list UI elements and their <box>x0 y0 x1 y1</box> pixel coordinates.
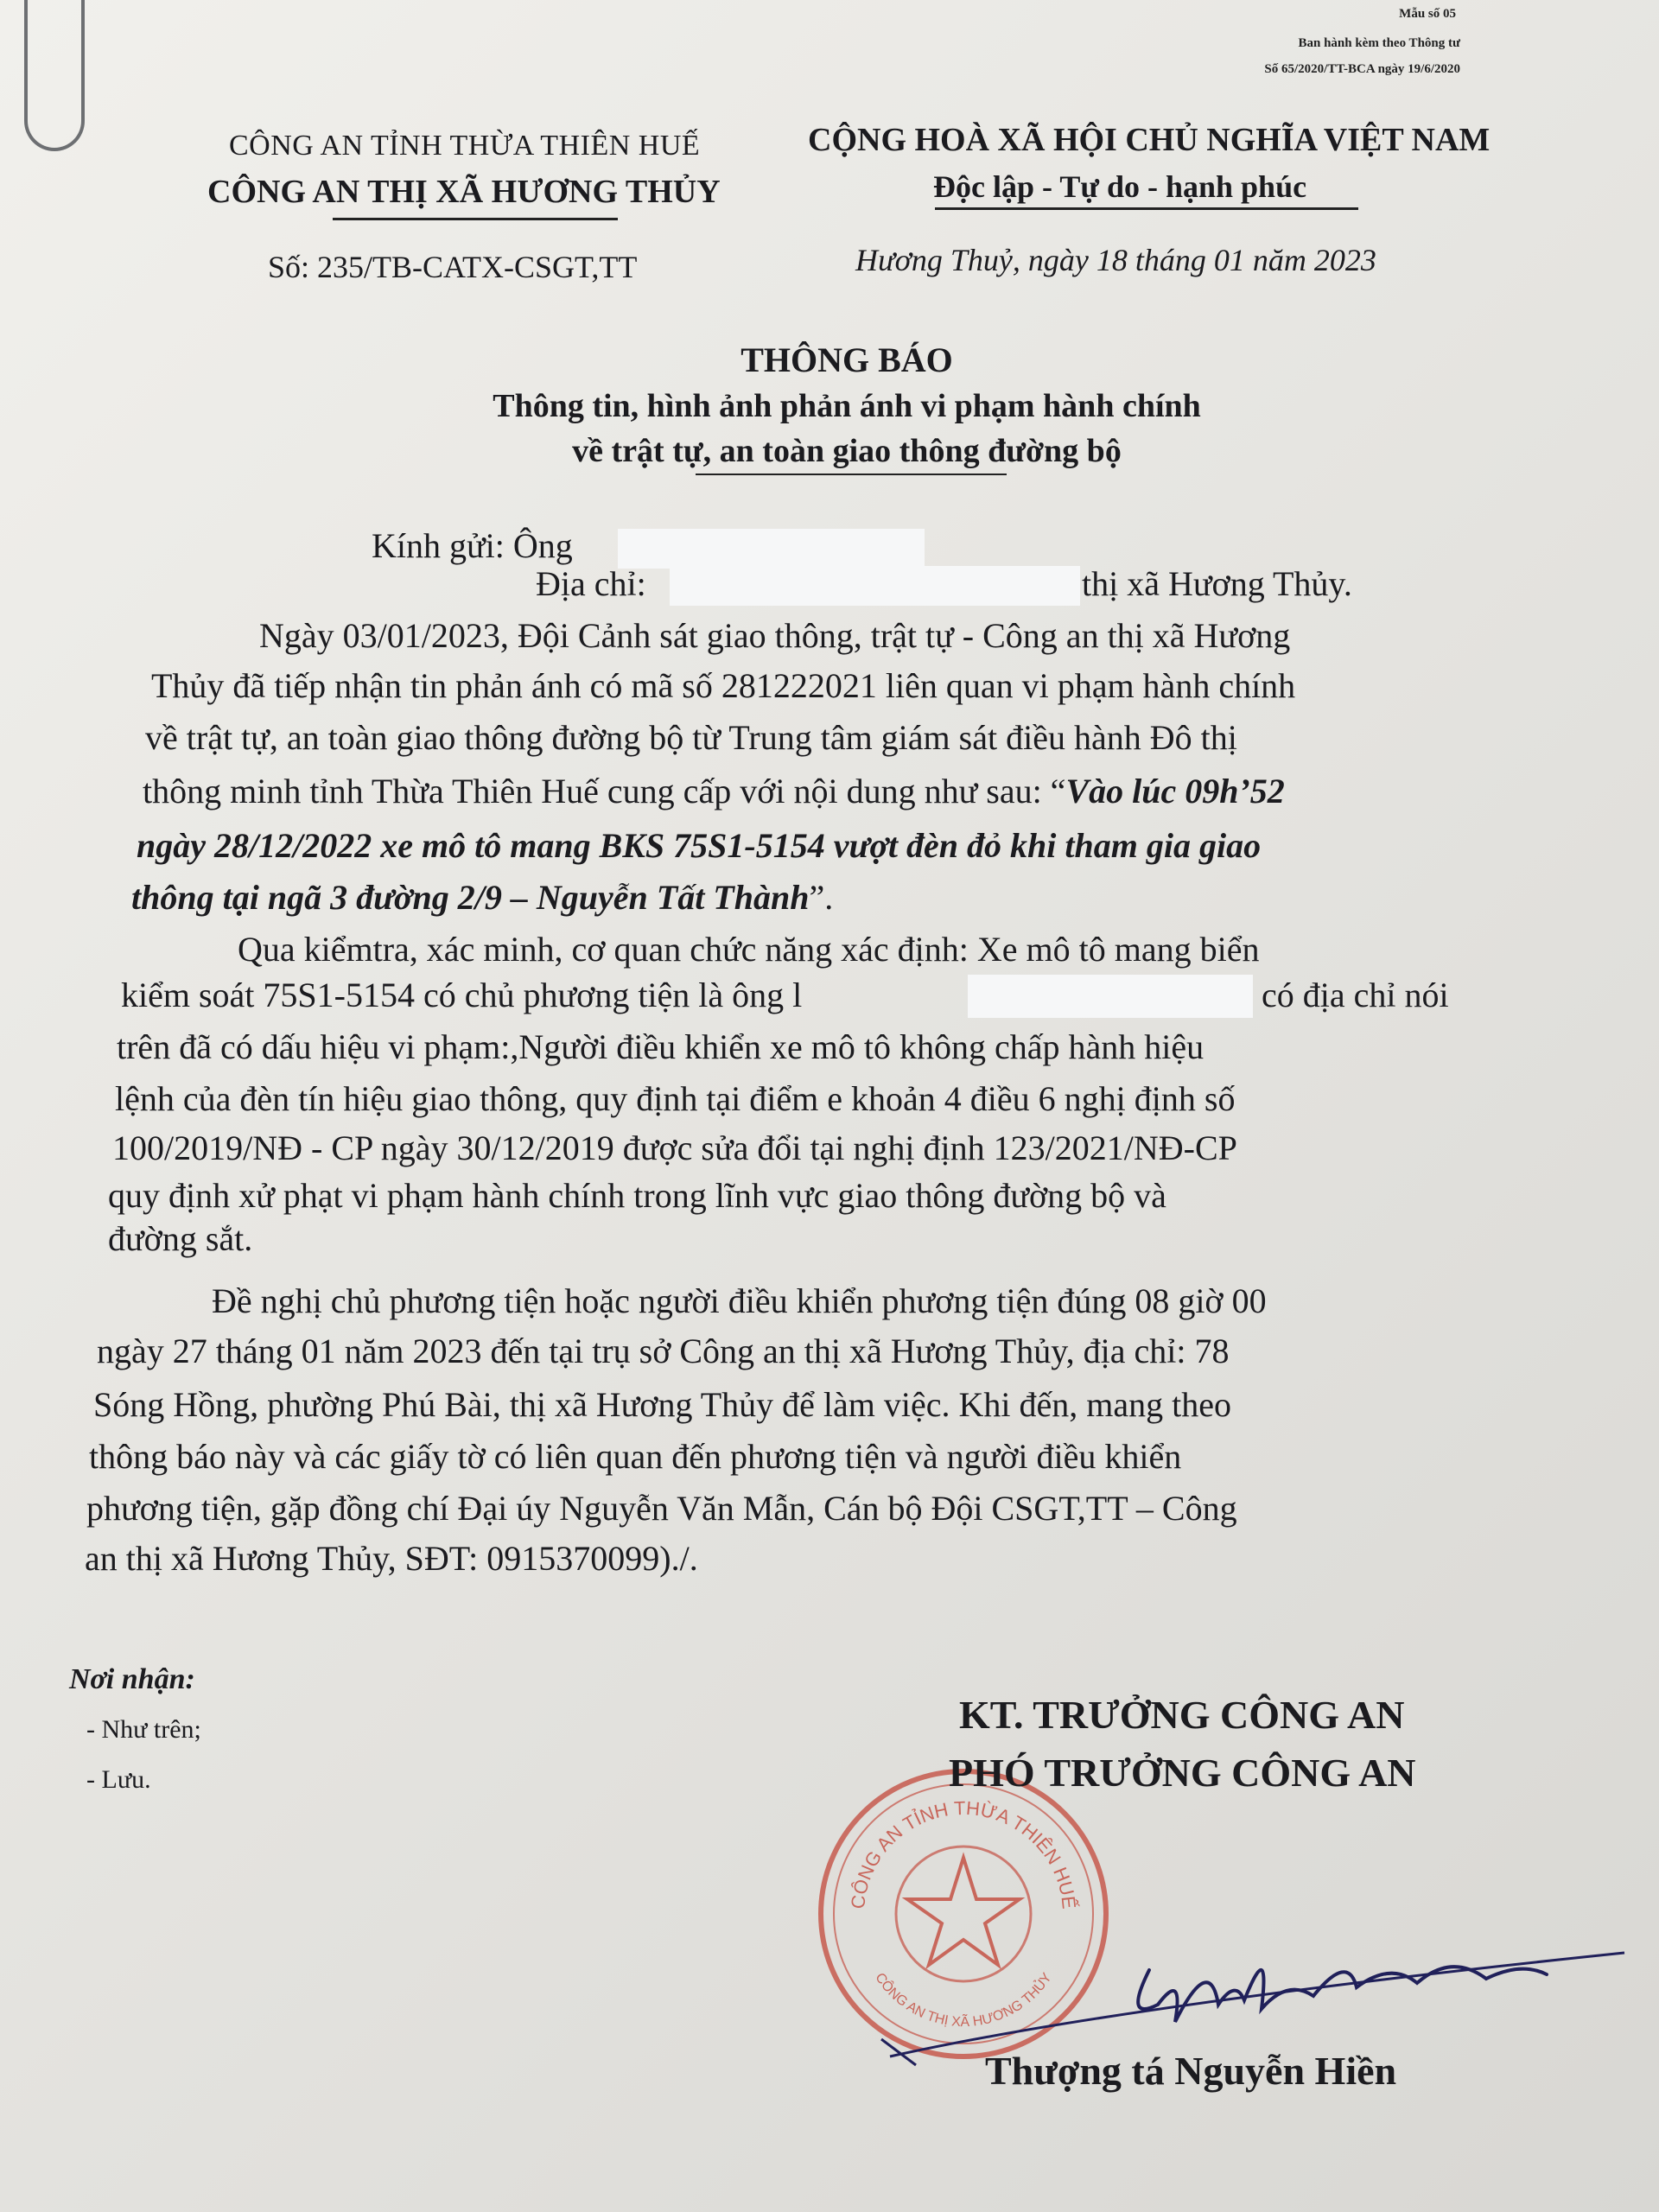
para3-line5: phương tiện, gặp đồng chí Đại úy Nguyễn Văn Mẫn, Cán bộ Đội CSGT,TT – Công <box>86 1489 1237 1528</box>
para1-line1: Ngày 03/01/2023, Đội Cảnh sát giao thông, trật tự - Công an thị xã Hương <box>259 616 1291 655</box>
nation-motto: Độc lập - Tự do - hạnh phúc <box>933 169 1307 204</box>
paper-clip <box>24 0 85 151</box>
para1-line3: về trật tự, an toàn giao thông đường bộ từ Trung tâm giám sát điều hành Đô thị <box>145 718 1237 757</box>
para1-line2: Thủy đã tiếp nhận tin phản ánh có mã số 281222021 liên quan vi phạm hành chính <box>151 666 1296 705</box>
subtitle-underline <box>696 474 1007 475</box>
form-issued-with: Ban hành kèm theo Thông tư <box>1298 36 1460 50</box>
nation-name: CỘNG HOÀ XÃ HỘI CHỦ NGHĨA VIỆT NAM <box>808 122 1491 158</box>
para2-line4: lệnh của đèn tín hiệu giao thông, quy định tại điểm e khoản 4 điều 6 nghị định số <box>115 1079 1236 1118</box>
redacted-address <box>670 566 1080 606</box>
document-number: Số: 235/TB-CATX-CSGT,TT <box>268 250 638 284</box>
para2-line2b: có địa chỉ nói <box>1262 976 1449 1014</box>
quote-time: Vào lúc 09h’52 <box>1065 772 1285 810</box>
signer-name: Thượng tá Nguyễn Hiền <box>985 2049 1397 2093</box>
redacted-owner <box>968 975 1253 1018</box>
seal-text-bottom: CÔNG AN THỊ XÃ HƯƠNG THỦY <box>872 1970 1055 2031</box>
agency-name: CÔNG AN THỊ XÃ HƯƠNG THỦY <box>207 174 721 210</box>
address-suffix: thị xã Hương Thủy. <box>1082 564 1352 603</box>
recipient-item-1: - Như trên; <box>86 1715 201 1744</box>
motto-underline <box>935 207 1358 210</box>
para2-line3: trên đã có dấu hiệu vi phạm:,Người điều khiển xe mô tô không chấp hành hiệu <box>117 1027 1205 1066</box>
document-subtitle-2: về trật tự, an toàn giao thông đường bộ <box>572 433 1122 469</box>
recipient-item-2: - Lưu. <box>86 1765 151 1794</box>
para2-line6: quy định xử phạt vi phạm hành chính trong lĩnh vực giao thông đường bộ và <box>108 1176 1166 1215</box>
redacted-name <box>618 529 925 569</box>
seal-text-top: CÔNG AN TỈNH THỪA THIÊN HUẾ <box>846 1796 1080 1910</box>
place-date: Hương Thuỷ, ngày 18 tháng 01 năm 2023 <box>855 243 1376 277</box>
para1-line4-text: thông minh tỉnh Thừa Thiên Huế cung cấp với nội dung như sau: “ <box>143 772 1066 810</box>
agency-parent: CÔNG AN TỈNH THỪA THIÊN HUẾ <box>229 130 701 162</box>
document-subtitle-1: Thông tin, hình ảnh phản ánh vi phạm hành chính <box>493 388 1201 424</box>
para1-line4 <box>143 771 1285 811</box>
para3-line3: Sóng Hồng, phường Phú Bài, thị xã Hương Thủy để làm việc. Khi đến, mang theo <box>93 1385 1232 1424</box>
form-number: Mẫu số 05 <box>1399 7 1456 21</box>
para3-line1: Đề nghị chủ phương tiện hoặc người điều khiển phương tiện đúng 08 giờ 00 <box>212 1281 1267 1320</box>
recipients-heading: Nơi nhận: <box>69 1663 195 1695</box>
form-circular: Số 65/2020/TT-BCA ngày 19/6/2020 <box>1264 62 1460 76</box>
signature-title-2: PHÓ TRƯỞNG CÔNG AN <box>949 1751 1416 1795</box>
para2-line2a: kiểm soát 75S1-5154 có chủ phương tiện là ông l <box>121 976 803 1014</box>
para1-line5: ngày 28/12/2022 xe mô tô mang BKS 75S1-5154 vượt đèn đỏ khi tham gia giao <box>137 826 1262 865</box>
para1-line6 <box>131 877 833 918</box>
para2-line7: đường sắt. <box>108 1219 253 1258</box>
para2-line1: Qua kiểmtra, xác minh, cơ quan chức năng xác định: Xe mô tô mang biển <box>238 930 1260 969</box>
bleed-through-text <box>743 285 751 318</box>
quote-end: ”. <box>809 878 834 917</box>
para3-line6: an thị xã Hương Thủy, SĐT: 0915370099)./. <box>85 1539 698 1578</box>
agency-underline <box>333 218 618 220</box>
para3-line2: ngày 27 tháng 01 năm 2023 đến tại trụ sở Công an thị xã Hương Thủy, địa chỉ: 78 <box>97 1332 1230 1370</box>
address-label: Địa chỉ: <box>536 564 646 603</box>
signature-title-1: KT. TRƯỞNG CÔNG AN <box>959 1693 1405 1737</box>
para2-line5: 100/2019/NĐ - CP ngày 30/12/2019 được sửa đổi tại nghị định 123/2021/NĐ-CP <box>112 1128 1237 1167</box>
para3-line4: thông báo này và các giấy tờ có liên quan đến phương tiện và người điều khiển <box>89 1437 1182 1476</box>
greeting: Kính gửi: Ông <box>372 526 573 565</box>
quote-location: thông tại ngã 3 đường 2/9 – Nguyễn Tất Thành <box>131 878 810 917</box>
document-title: THÔNG BÁO <box>741 340 953 379</box>
